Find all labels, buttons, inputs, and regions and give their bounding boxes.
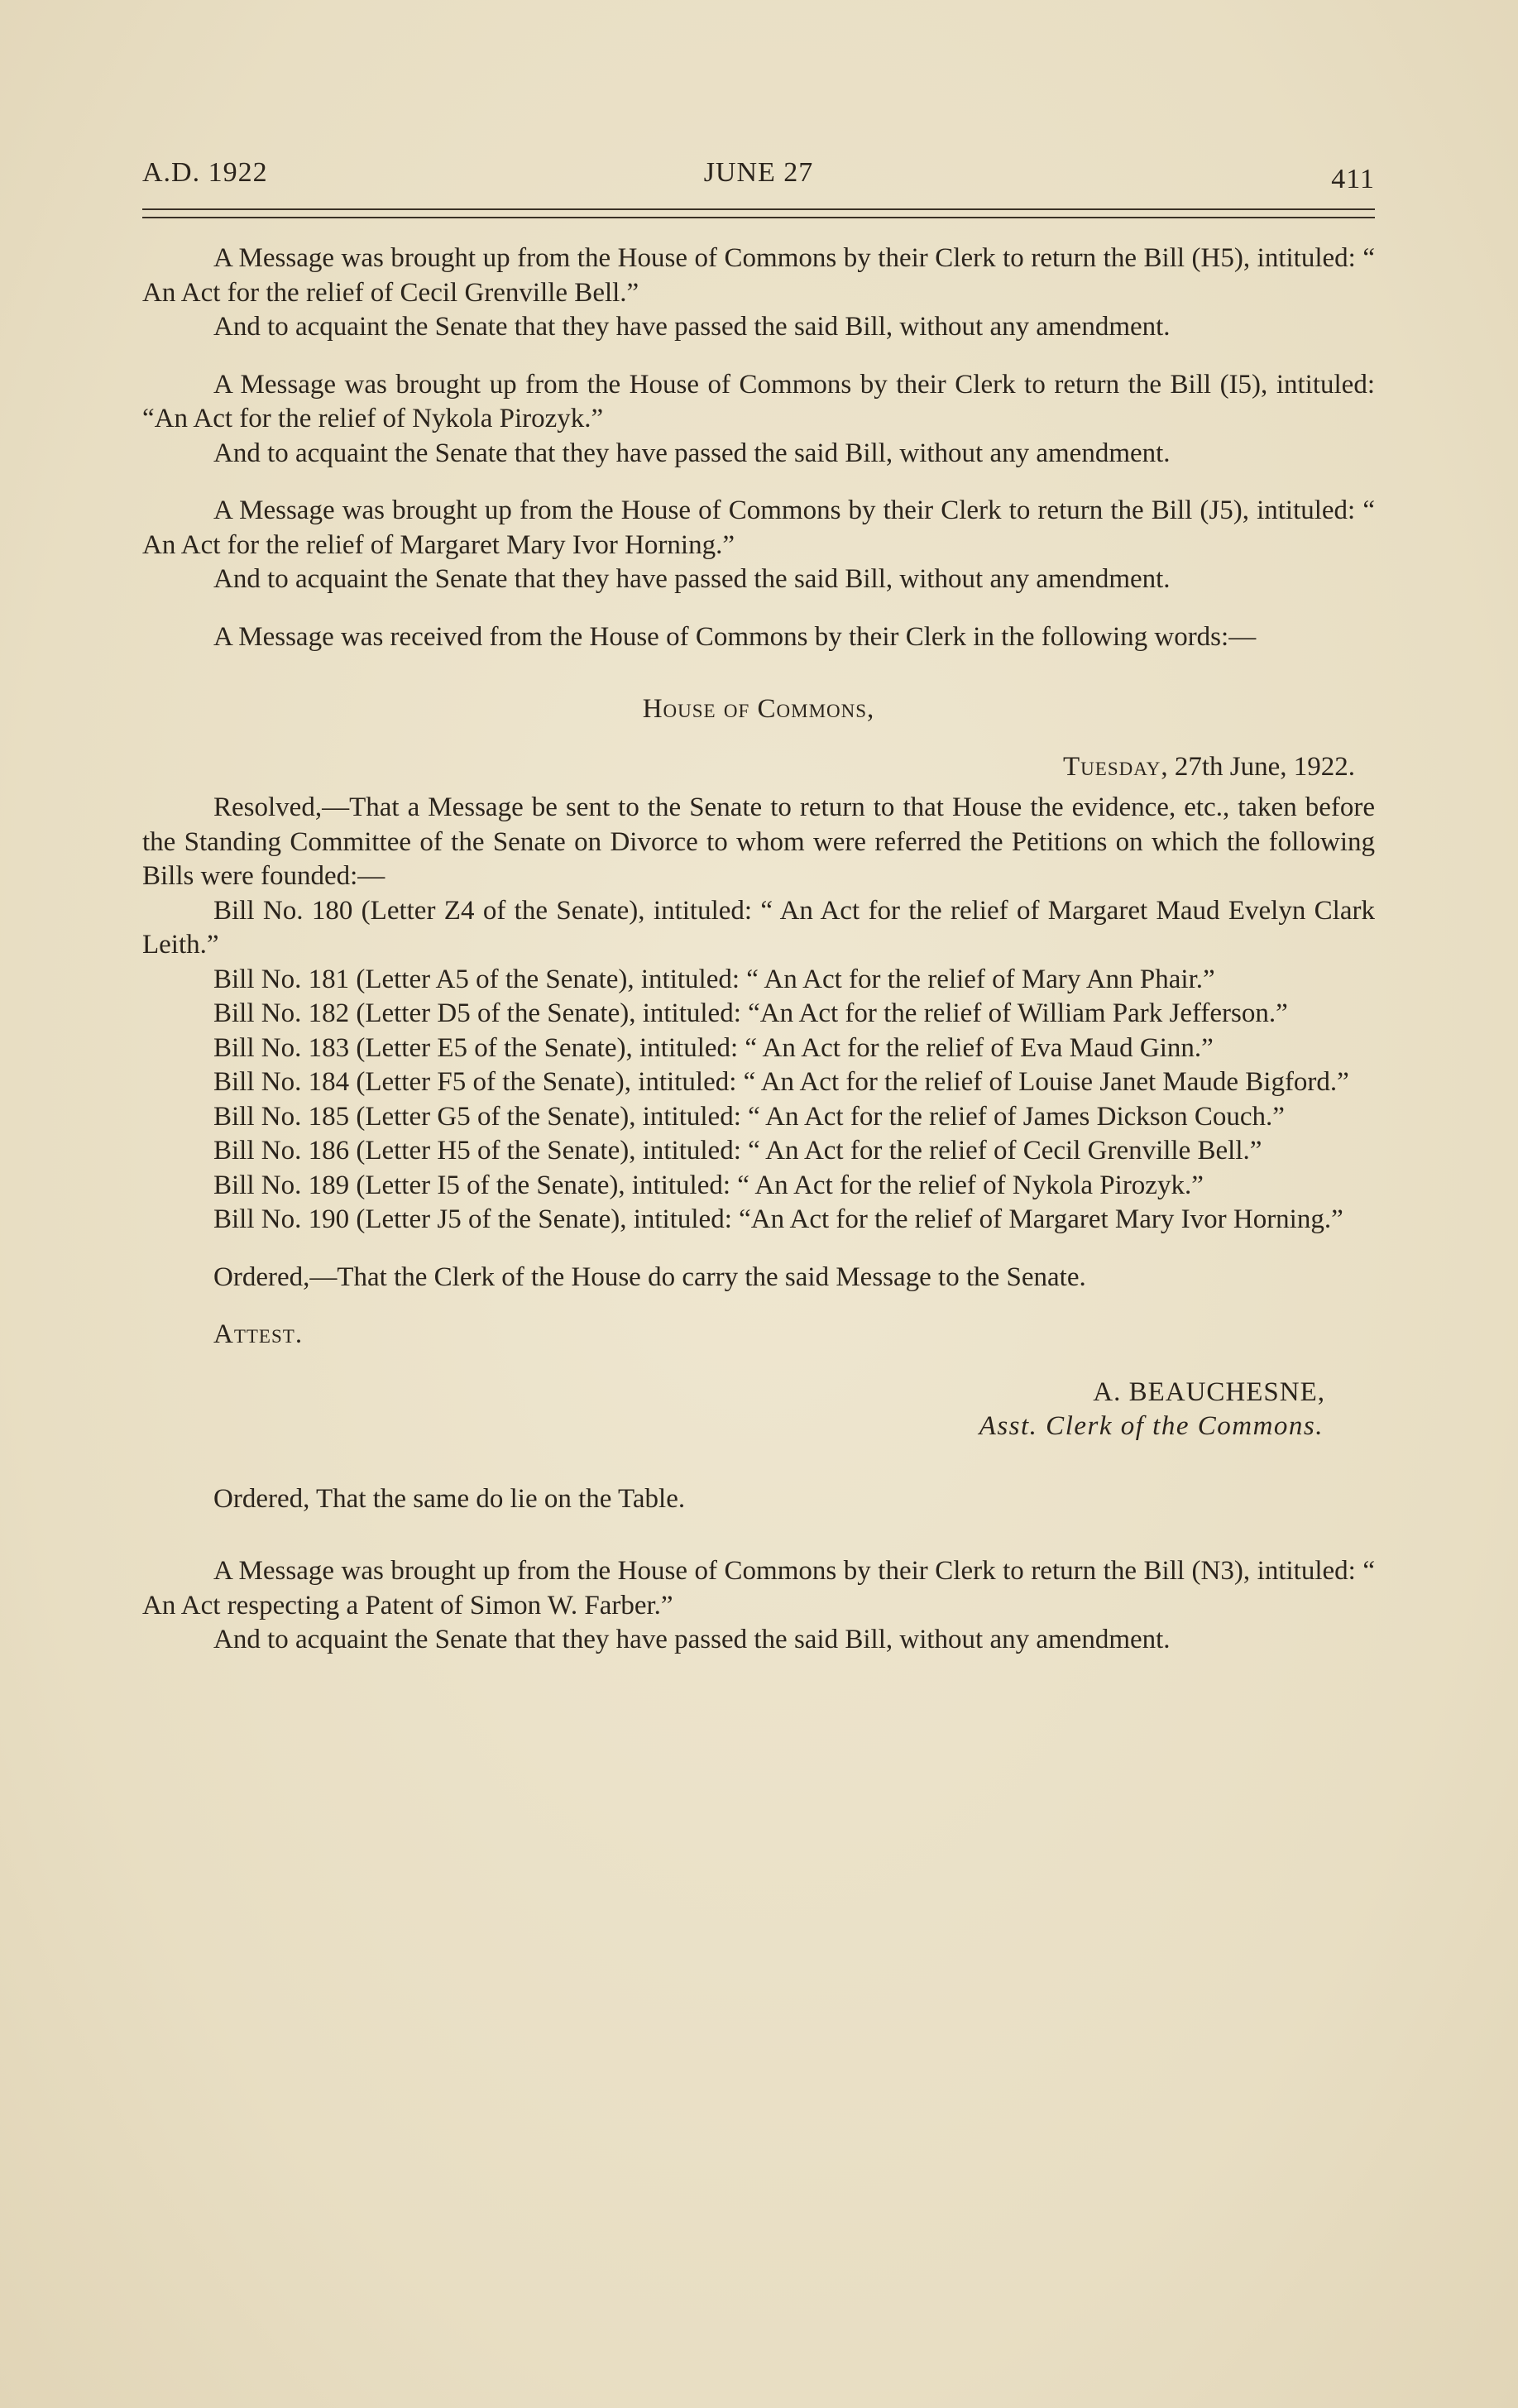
signature-title: Asst. Clerk of the Commons. [979,1411,1324,1441]
final-message-paragraph: A Message was brought up from the House of Commons by their Clerk to return the Bill (N3), intituled: “ An Act respecting a Patent of Simon W. Farber.” [142,1556,1375,1620]
commons-heading: House of Commons, [642,694,875,724]
bill-item: Bill No. 186 (Letter H5 of the Senate), intituled: “ An Act for the relief of Cecil Grenville Bell.” [213,1136,1262,1166]
bill-item: Bill No. 189 (Letter I5 of the Senate), intituled: “ An Act for the relief of Nykola Pirozyk.” [213,1170,1204,1200]
ordered-table-paragraph: Ordered, That the same do lie on the Table. [213,1483,686,1514]
signature-block [142,1376,1375,1444]
header-year: A.D. 1922 [142,157,268,188]
bill-item: Bill No. 181 (Letter A5 of the Senate), intituled: “ An Act for the relief of Mary Ann Phair.” [213,964,1215,994]
bill-item: Bill No. 185 (Letter G5 of the Senate), intituled: “ An Act for the relief of James Dickson Couch.” [213,1101,1285,1132]
header-rule-top [142,208,1375,210]
message-3-acquaint: And to acquaint the Senate that they have passed the said Bill, without any amendment. [213,564,1171,594]
page-header [142,157,1375,199]
message-2-acquaint: And to acquaint the Senate that they have passed the said Bill, without any amendment. [213,438,1171,468]
commons-date-rest: , 27th June, 1922. [1161,751,1355,782]
header-rule-bottom [142,217,1375,218]
commons-date-day: Tuesday [1063,751,1161,782]
message-1-paragraph: A Message was brought up from the House of Commons by their Clerk to return the Bill (H5), intituled: “ An Act for the relief of Cecil Grenville Bell.” [142,243,1375,308]
signature-name: A. BEAUCHESNE, [1093,1376,1325,1407]
resolved-paragraph: Resolved,—That a Message be sent to the Senate to return to that House the evidence, etc., taken before the Standing Committee of the Senate on Divorce to whom were referred the Petitions on which the following Bills were founded:— [142,792,1375,891]
bill-item: Bill No. 190 (Letter J5 of the Senate), intituled: “An Act for the relief of Margaret Mary Ivor Horning.” [213,1204,1343,1234]
commons-date [142,750,1375,785]
bill-item: Bill No. 184 (Letter F5 of the Senate), intituled: “ An Act for the relief of Louise Janet Maude Bigford.” [213,1067,1349,1097]
attest-label: Attest. [213,1319,304,1349]
bill-item: Bill No. 182 (Letter D5 of the Senate), intituled: “An Act for the relief of William Park Jefferson.” [213,998,1288,1028]
bill-item: Bill No. 183 (Letter E5 of the Senate), intituled: “ An Act for the relief of Eva Maud Ginn.” [213,1032,1214,1063]
page-body [142,242,1375,1658]
message-3-paragraph: A Message was brought up from the House of Commons by their Clerk to return the Bill (J5), intituled: “ An Act for the relief of Margaret Mary Ivor Horning.” [142,495,1375,560]
message-2-paragraph: A Message was brought up from the House of Commons by their Clerk to return the Bill (I5), intituled: “An Act for the relief of Nykola Pirozyk.” [142,369,1375,433]
header-date: JUNE 27 [703,157,814,188]
received-message-paragraph: A Message was received from the House of Commons by their Clerk in the following words:— [213,621,1257,652]
bill-item: Bill No. 180 (Letter Z4 of the Senate), intituled: “ An Act for the relief of Margaret Maud Evelyn Clark Leith.” [142,895,1375,960]
ordered-clerk-paragraph: Ordered,—That the Clerk of the House do carry the said Message to the Senate. [213,1261,1086,1292]
final-message-acquaint: And to acquaint the Senate that they have passed the said Bill, without any amendment. [213,1625,1171,1654]
message-1-acquaint: And to acquaint the Senate that they have passed the said Bill, without any amendment. [213,312,1171,342]
page-number: 411 [1331,164,1375,194]
